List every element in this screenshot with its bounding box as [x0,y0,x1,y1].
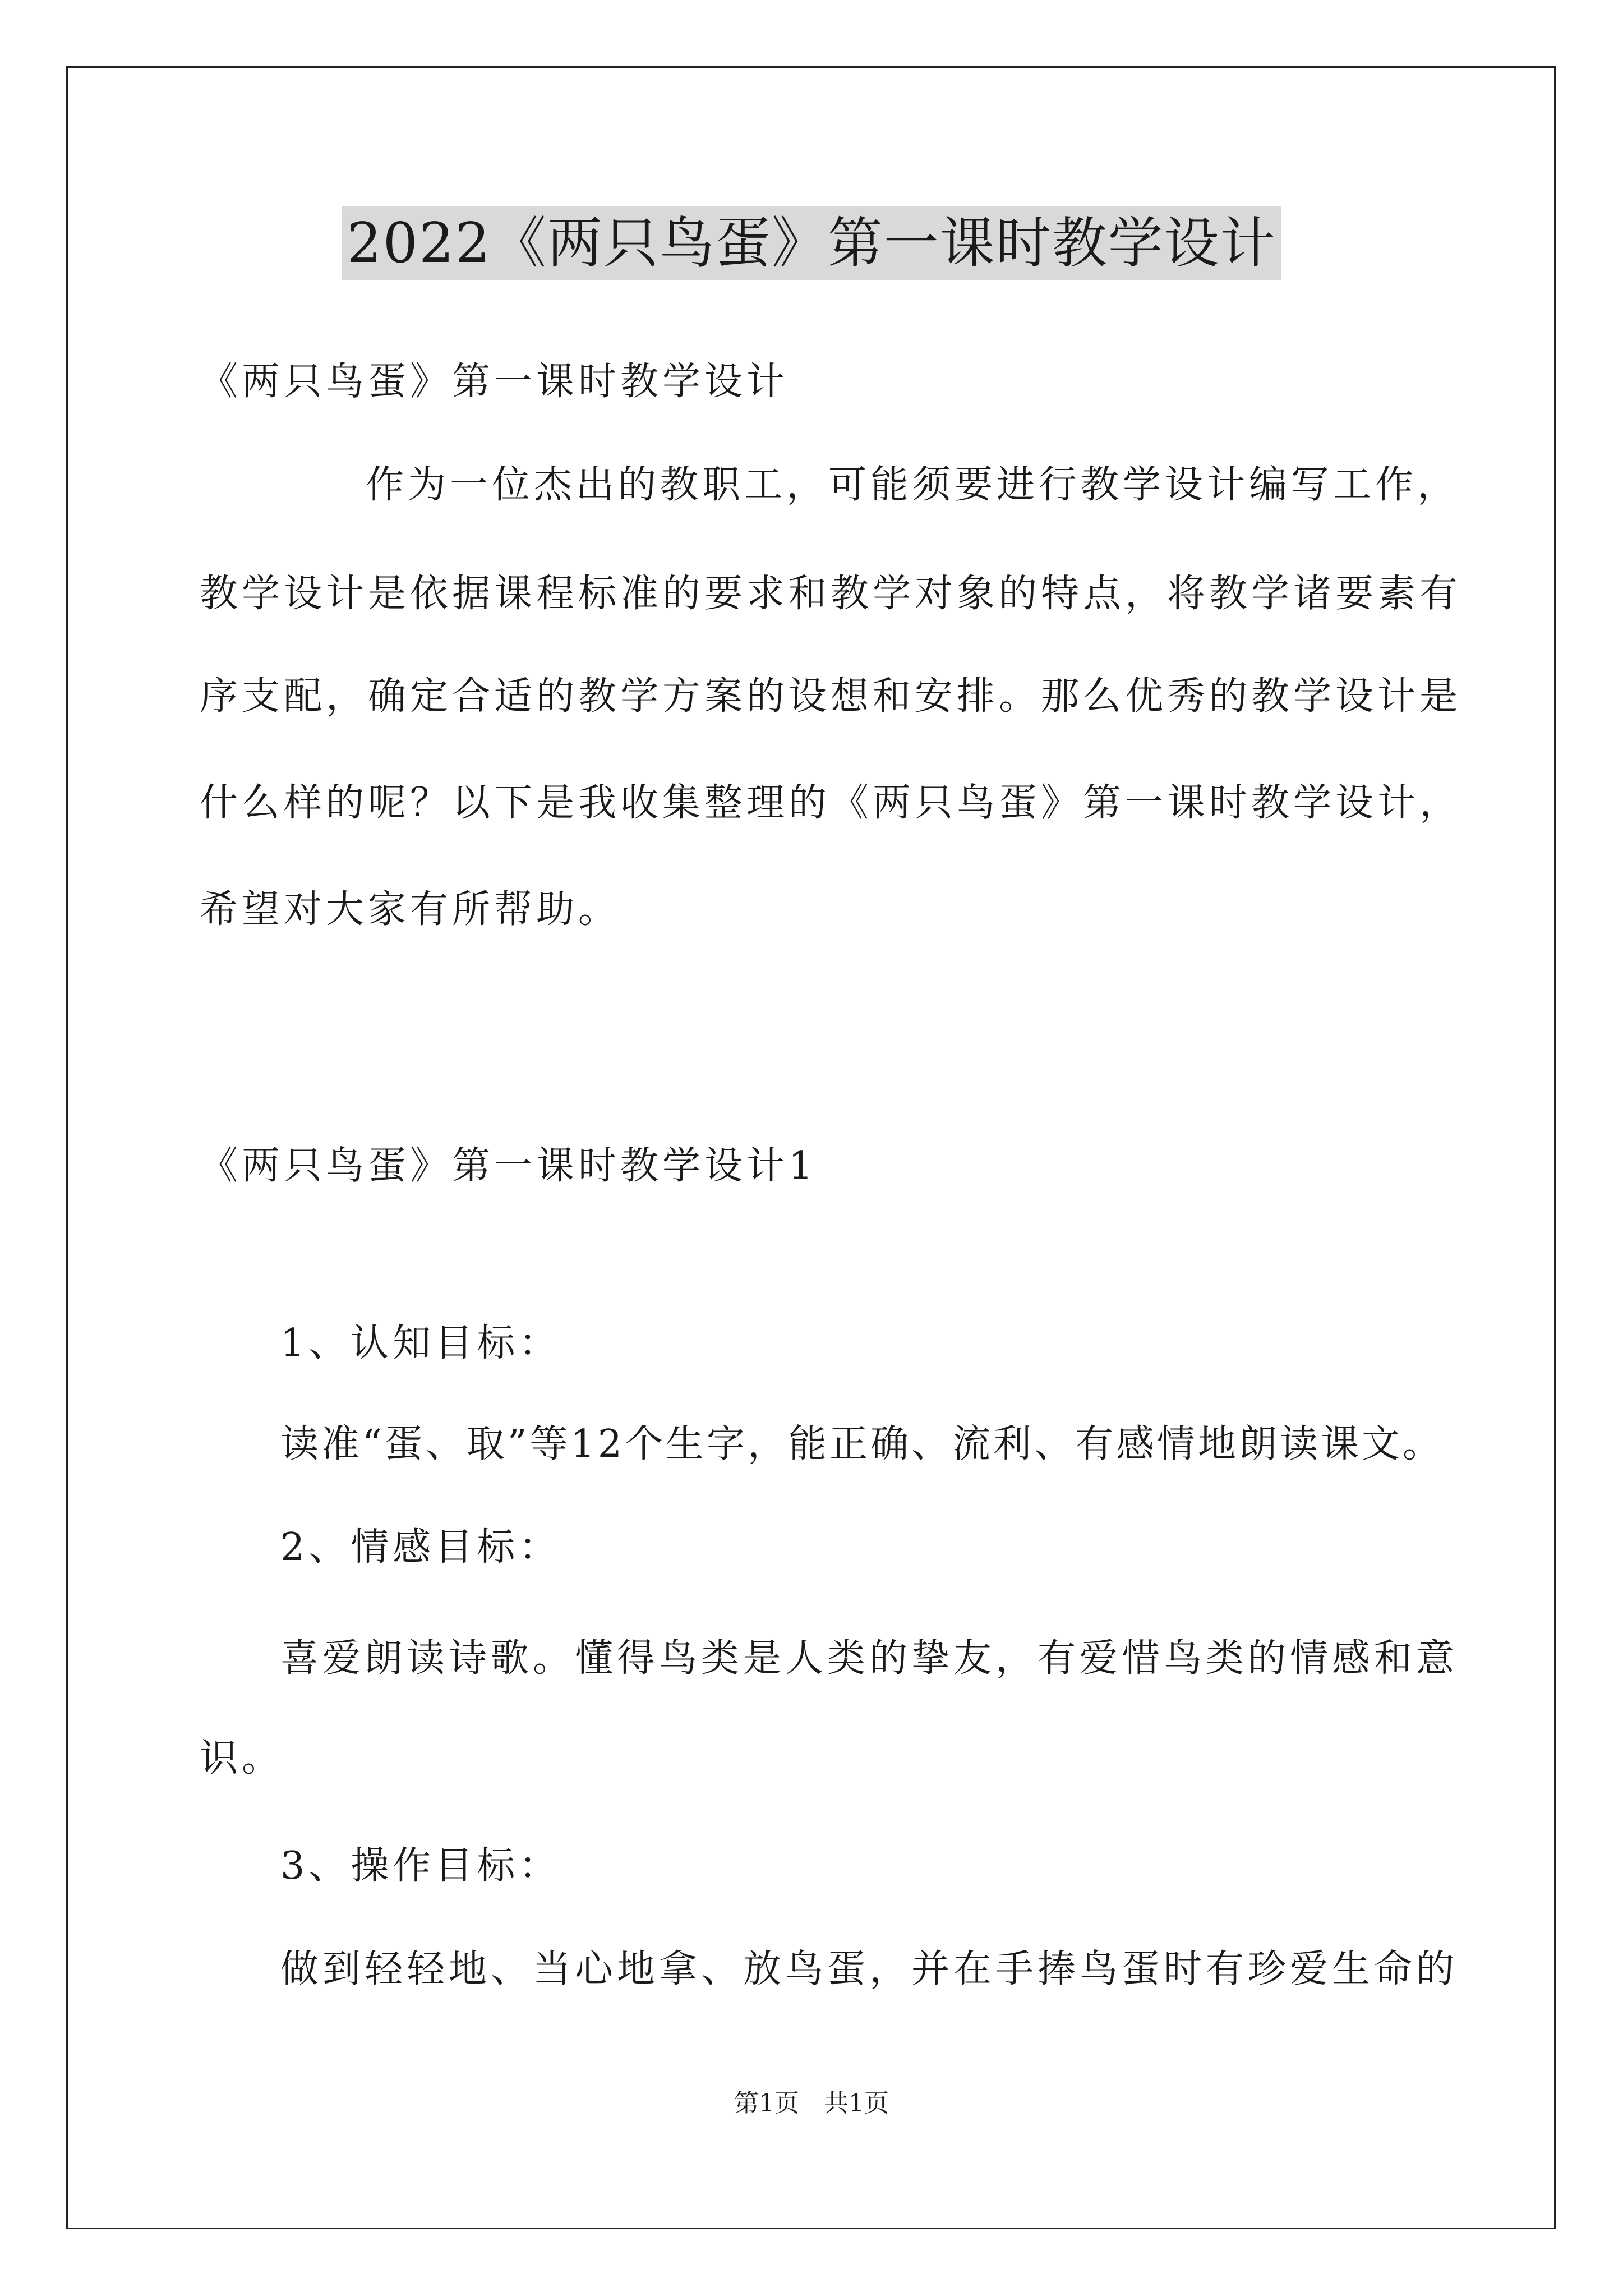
intro-line-5: 希望对大家有所帮助。 [200,887,621,932]
subtitle: 《两只鸟蛋》第一课时教学设计 [200,360,789,404]
goal-1-text: 读准“蛋、取”等12个生字，能正确、流利、有感情地朗读课文。 [280,1422,1444,1466]
intro-line-1: 作为一位杰出的教职工，可能须要进行教学设计编写工作， [366,463,1460,507]
intro-line-4: 什么样的呢？以下是我收集整理的《两只鸟蛋》第一课时教学设计， [200,781,1462,825]
page-footer: 第1页 共1页 [734,2089,889,2118]
goal-1-heading: 1、认知目标： [280,1321,561,1365]
section-heading: 《两只鸟蛋》第一课时教学设计1 [200,1144,817,1188]
intro-line-3: 序支配，确定合适的教学方案的设想和安排。那么优秀的教学设计是 [200,674,1462,719]
goal-2-text-line-2: 识。 [200,1736,284,1780]
goal-3-heading: 3、操作目标： [280,1844,561,1888]
title-container [0,206,1623,280]
document-title: 2022《两只鸟蛋》第一课时教学设计 [342,206,1280,280]
goal-3-text: 做到轻轻地、当心地拿、放鸟蛋，并在手捧鸟蛋时有珍爱生命的 [280,1947,1459,1991]
goal-2-heading: 2、情感目标： [280,1525,561,1570]
goal-2-text-line-1: 喜爱朗读诗歌。懂得鸟类是人类的挚友，有爱惜鸟类的情感和意 [280,1636,1459,1681]
intro-line-2: 教学设计是依据课程标准的要求和教学对象的特点，将教学诸要素有 [200,572,1462,616]
